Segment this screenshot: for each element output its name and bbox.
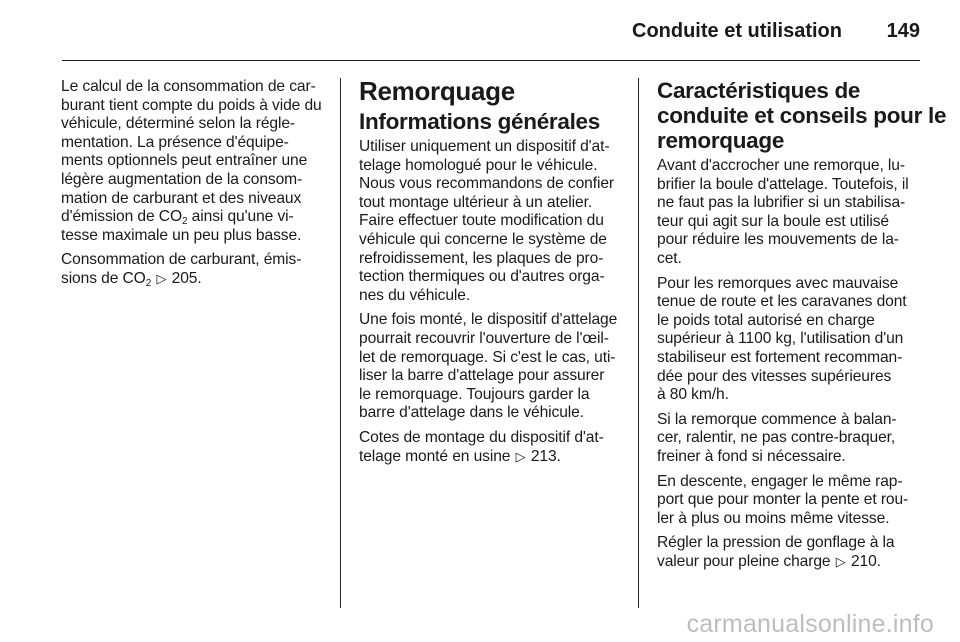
page-header xyxy=(62,0,920,62)
text-line: Pour les remorques avec mauvaise xyxy=(657,274,899,292)
paragraph xyxy=(359,311,622,423)
text-line: nes du véhicule. xyxy=(359,286,471,304)
heading-line: Caractéristiques de xyxy=(657,78,861,103)
text-line: port que pour monter la pente et rou- xyxy=(657,491,909,509)
text-fragment: telage monté en usine xyxy=(359,447,511,465)
column-3 xyxy=(657,78,947,577)
text-line: Cotes de montage du dispositif d'at- xyxy=(359,428,604,446)
text-line: mentation. La présence d'équipe- xyxy=(61,133,289,151)
cross-reference-icon: ▷ xyxy=(515,448,526,464)
text-line: cet. xyxy=(657,249,682,267)
text-line: Une fois monté, le dispositif d'attelage xyxy=(359,311,618,329)
paragraph xyxy=(657,534,921,571)
text-line: tout montage ultérieur à un atelier. xyxy=(359,193,593,211)
text-line: ler à plus ou moins même vitesse. xyxy=(657,509,890,527)
text-fragment: ainsi qu'une vi- xyxy=(187,208,294,226)
text-line: véhicule qui concerne le système de xyxy=(359,230,607,248)
paragraph xyxy=(359,138,622,305)
text-fragment: valeur pour pleine charge xyxy=(657,552,831,570)
header-rule xyxy=(62,60,920,61)
text-line: tesse maximale un peu plus basse. xyxy=(61,226,302,244)
text-line: mation de carburant et des niveaux xyxy=(61,189,302,207)
text-line: Si la remorque commence à balan- xyxy=(657,410,897,428)
text-fragment: d'émission de CO xyxy=(61,208,182,226)
text-line: à 80 km/h. xyxy=(657,386,729,404)
text-line: freiner à fond si nécessaire. xyxy=(657,447,846,465)
text-line: Faire effectuer toute modification du xyxy=(359,212,604,230)
text-line xyxy=(657,553,921,572)
text-line: supérieur à 1100 kg, l'utilisation d'un xyxy=(657,330,904,348)
text-line: le poids total autorisé en charge xyxy=(657,311,875,329)
paragraph xyxy=(657,275,921,405)
column-2 xyxy=(359,78,622,472)
text-line: Régler la pression de gonflage à la xyxy=(657,534,895,552)
page-reference: 205. xyxy=(167,269,202,287)
page-reference: 210. xyxy=(846,552,881,570)
text-line: brifier la boule d'attelage. Toutefois, il xyxy=(657,175,909,193)
text-line xyxy=(359,448,622,467)
paragraph xyxy=(61,78,323,245)
column-divider xyxy=(638,78,639,608)
text-line: tection thermiques ou d'autres orga- xyxy=(359,268,605,286)
text-line: véhicule, déterminé selon la régle- xyxy=(61,115,296,133)
page-reference: 213. xyxy=(526,447,561,465)
text-line: Le calcul de la consommation de car- xyxy=(61,78,316,95)
text-line: ments optionnels peut entraîner une xyxy=(61,152,308,170)
cross-reference-icon: ▷ xyxy=(835,553,846,569)
paragraph xyxy=(61,251,323,288)
text-line xyxy=(61,208,323,227)
text-line: Avant d'accrocher une remorque, lu- xyxy=(657,157,905,174)
section-heading xyxy=(657,78,947,153)
text-line: stabiliseur est fortement recomman- xyxy=(657,348,903,366)
text-line: Nous vous recommandons de confier xyxy=(359,175,614,193)
paragraph xyxy=(657,473,921,529)
text-line: En descente, engager le même rap- xyxy=(657,472,903,490)
text-line: Consommation de carburant, émis- xyxy=(61,251,302,269)
text-line: le remorquage. Toujours garder la xyxy=(359,385,590,403)
text-line: dée pour des vitesses supérieures xyxy=(657,367,892,385)
text-line: refroidissement, les plaques de pro- xyxy=(359,249,604,267)
page-number: 149 xyxy=(886,20,920,42)
subsection-heading: Informations générales xyxy=(359,109,600,134)
text-line: pour réduire les mouvements de la- xyxy=(657,231,899,249)
header-title: Conduite et utilisation xyxy=(632,20,842,42)
paragraph xyxy=(657,157,921,269)
text-line: teur qui agit sur la boule est utilisé xyxy=(657,212,889,230)
paragraph xyxy=(657,411,921,467)
text-line: cer, ralentir, ne pas contre-braquer, xyxy=(657,429,896,447)
cross-reference-icon: ▷ xyxy=(156,270,167,286)
text-line: Utiliser uniquement un dispositif d'at- xyxy=(359,138,610,155)
text-line: liser la barre d'attelage pour assurer xyxy=(359,367,605,385)
text-fragment: sions de CO xyxy=(61,269,146,287)
text-line: légère augmentation de la consom- xyxy=(61,170,303,188)
subscript: 2 xyxy=(181,216,188,228)
text-line: tenue de route et les caravanes dont xyxy=(657,293,907,311)
subscript: 2 xyxy=(145,277,152,289)
text-line: ne faut pas la lubrifier si un stabilisa- xyxy=(657,194,906,212)
text-line: let de remorquage. Si c'est le cas, uti- xyxy=(359,348,616,366)
heading-line: conduite et conseils pour le xyxy=(657,103,947,128)
watermark: carmanualsonline.info xyxy=(686,610,934,638)
section-heading: Remorquage xyxy=(359,76,515,106)
heading-line: remorquage xyxy=(657,128,785,153)
column-1 xyxy=(61,78,323,295)
text-line: pourrait recouvrir l'ouverture de l'œil- xyxy=(359,329,609,347)
text-line xyxy=(61,270,323,289)
column-divider xyxy=(340,78,341,608)
paragraph xyxy=(359,429,622,466)
text-line: burant tient compte du poids à vide du xyxy=(61,96,322,114)
text-line: barre d'attelage dans le véhicule. xyxy=(359,404,584,422)
text-line: telage homologué pour le véhicule. xyxy=(359,156,598,174)
